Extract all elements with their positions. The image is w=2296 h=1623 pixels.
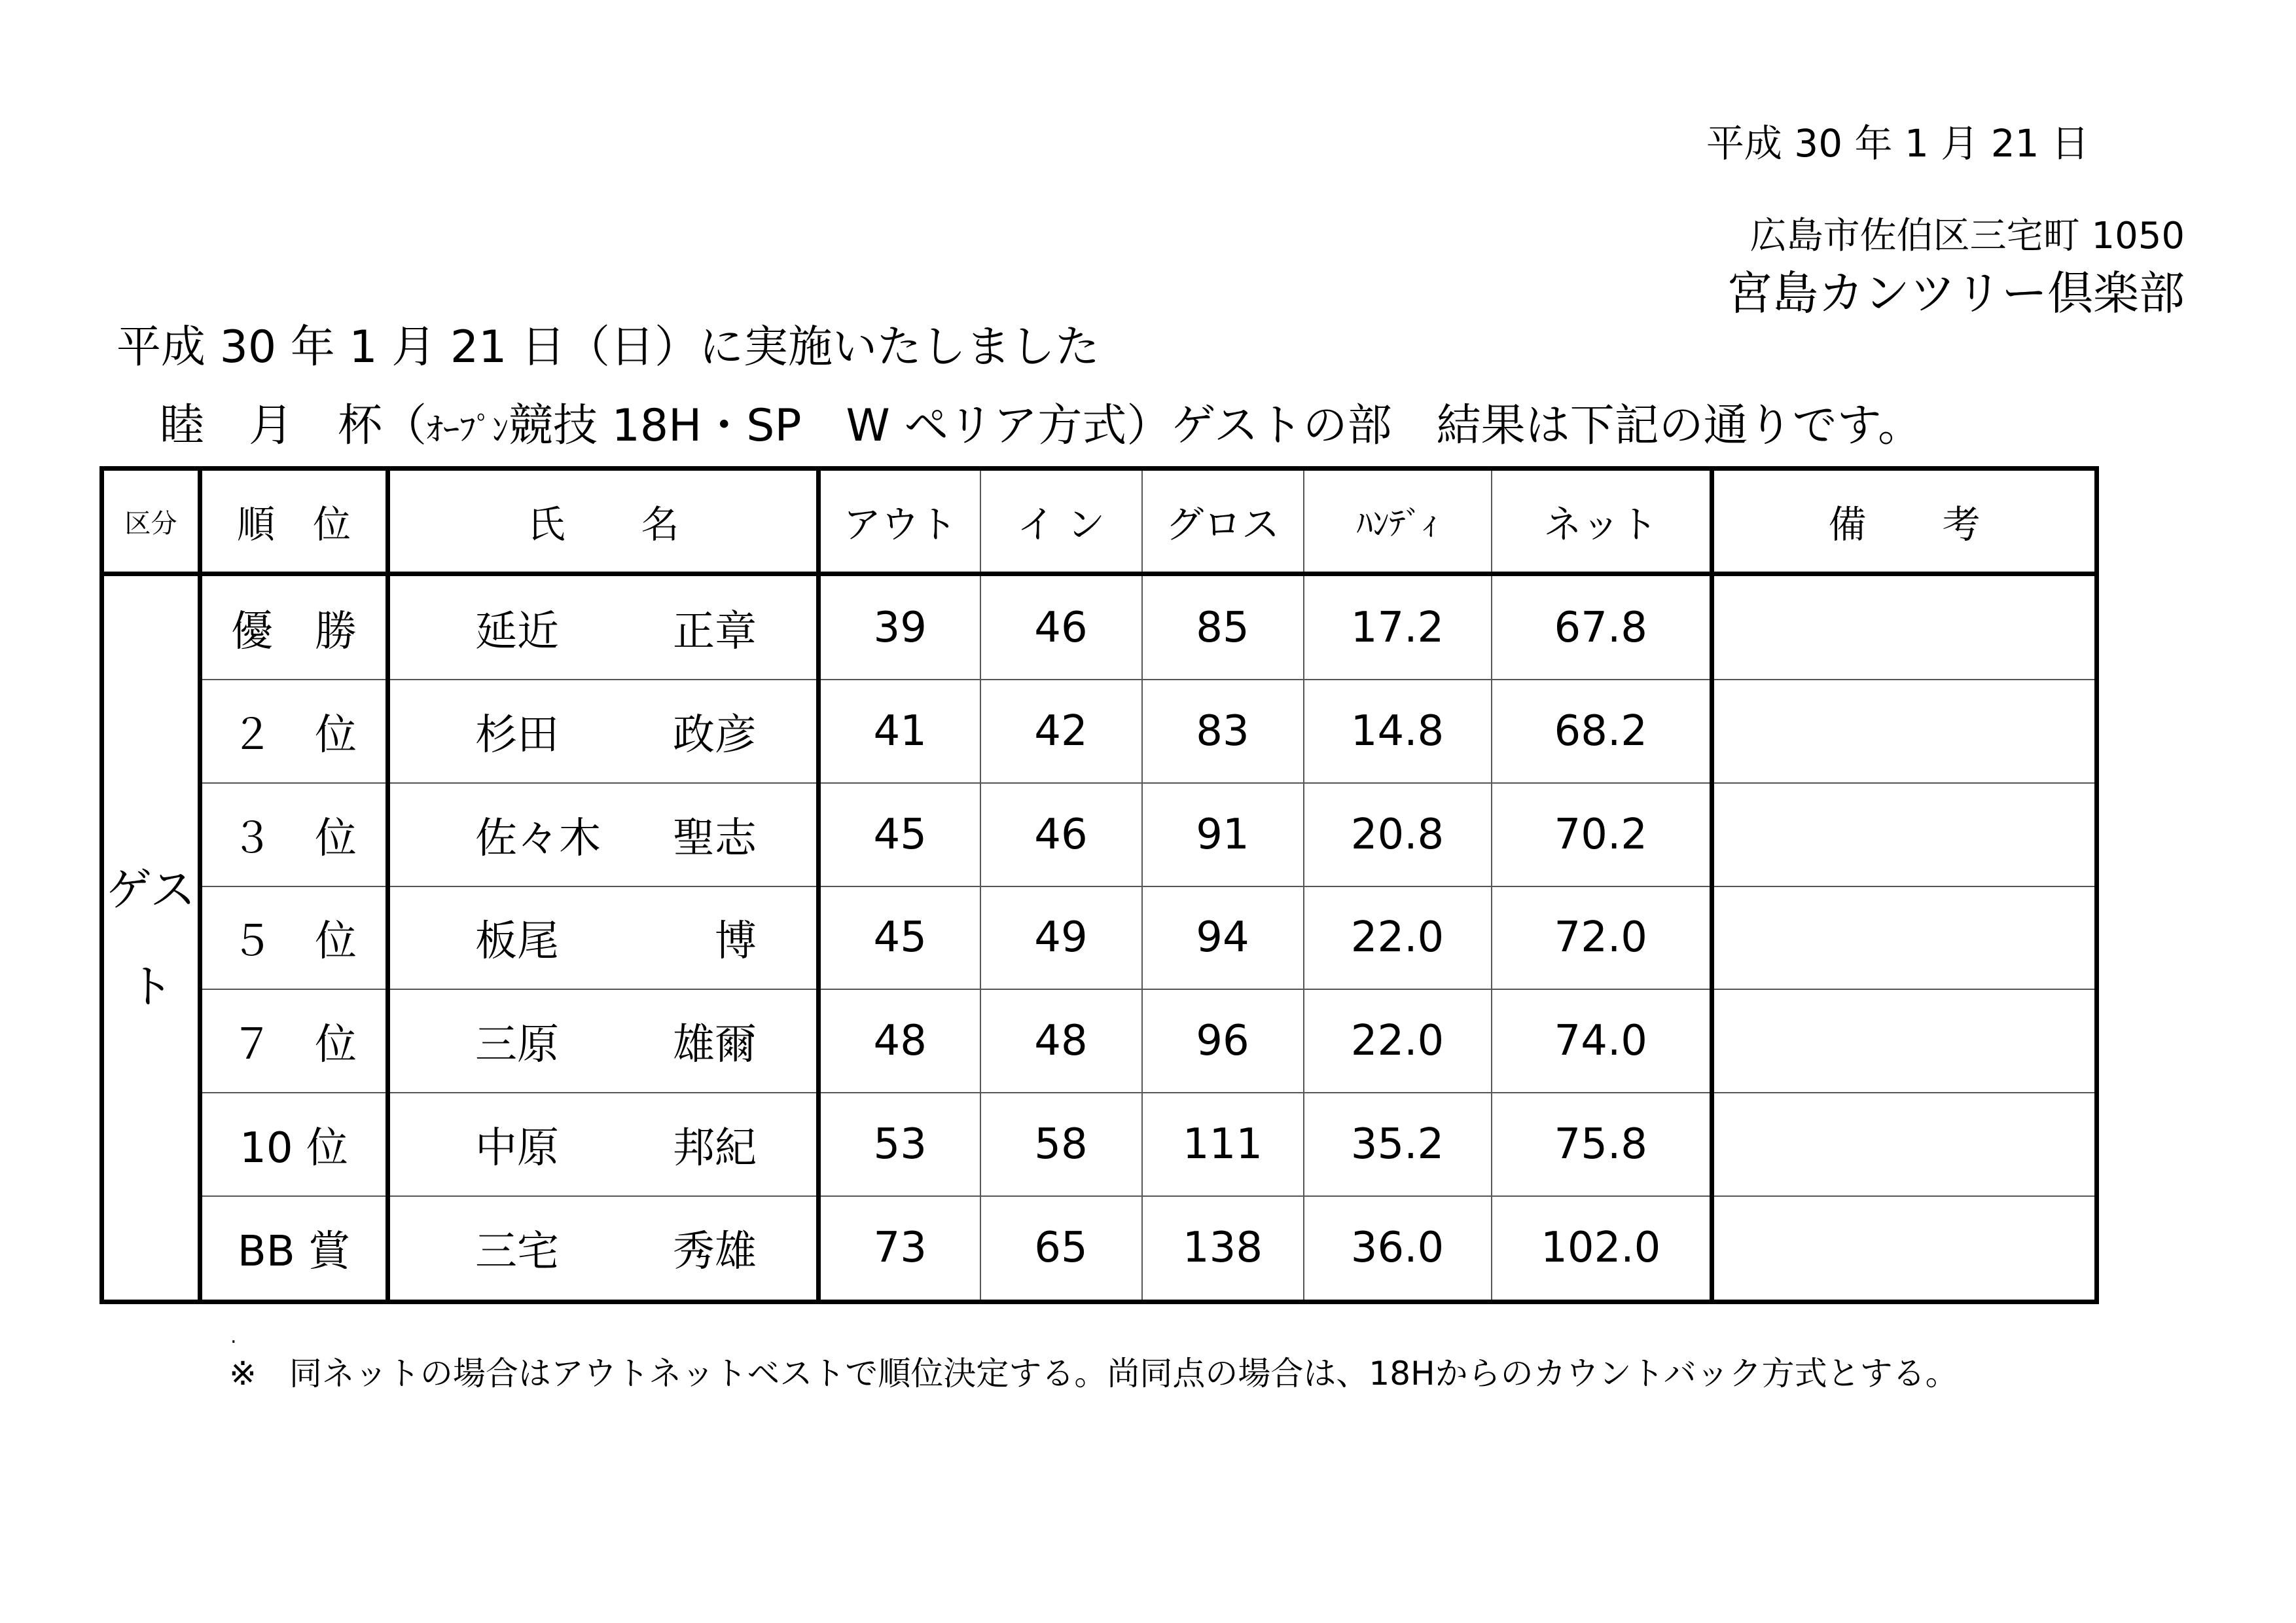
in-cell: 49 <box>980 886 1142 990</box>
header-row <box>102 469 2097 574</box>
in-cell: 65 <box>980 1196 1142 1302</box>
name-cell <box>388 1093 819 1196</box>
player-surname: 佐々木 <box>475 814 601 863</box>
name-cell <box>388 989 819 1093</box>
out-cell: 53 <box>819 1093 980 1196</box>
rank-cell: ２ 位 <box>200 680 388 783</box>
intro-line-2 <box>160 390 1922 454</box>
handicap-cell: 22.0 <box>1304 989 1492 1093</box>
name-cell <box>388 680 819 783</box>
rank-cell: ７ 位 <box>200 989 388 1093</box>
handicap-cell: 36.0 <box>1304 1196 1492 1302</box>
gross-cell: 138 <box>1142 1196 1304 1302</box>
gross-cell: 111 <box>1142 1093 1304 1196</box>
gross-cell: 91 <box>1142 783 1304 886</box>
intro-line-1: 平成 30 年 1 月 21 日（日）に実施いたしました <box>117 321 1100 373</box>
player-surname: 杉田 <box>475 711 559 760</box>
stray-dot: . <box>230 1325 237 1348</box>
name-cell <box>388 1196 819 1302</box>
name-cell <box>388 886 819 990</box>
open-label: ｵｰﾌﾟﾝ <box>427 410 509 448</box>
net-cell: 68.2 <box>1492 680 1712 783</box>
rank-cell: BB 賞 <box>200 1196 388 1302</box>
player-surname: 中原 <box>475 1123 559 1173</box>
out-cell: 41 <box>819 680 980 783</box>
header-in: イ ン <box>980 469 1142 574</box>
rank-cell: 10 位 <box>200 1093 388 1196</box>
remarks-cell <box>1712 1093 2097 1196</box>
remarks-cell <box>1712 1196 2097 1302</box>
remarks-cell <box>1712 574 2097 680</box>
remarks-cell <box>1712 989 2097 1093</box>
header-name: 氏 名 <box>388 469 819 574</box>
in-cell: 46 <box>980 574 1142 680</box>
division-guest: ゲスト <box>102 574 200 1302</box>
gross-cell: 83 <box>1142 680 1304 783</box>
club-name: 宮島カンツリー倶楽部 <box>1727 266 2185 320</box>
gross-cell: 96 <box>1142 989 1304 1093</box>
handicap-cell: 20.8 <box>1304 783 1492 886</box>
table-row <box>102 1196 2097 1302</box>
gross-cell: 94 <box>1142 886 1304 990</box>
net-cell: 72.0 <box>1492 886 1712 990</box>
player-given-name: 雄爾 <box>673 1021 757 1070</box>
player-surname: 三原 <box>475 1021 559 1070</box>
player-given-name: 政彦 <box>673 711 757 760</box>
in-cell: 42 <box>980 680 1142 783</box>
net-cell: 102.0 <box>1492 1196 1712 1302</box>
header-handicap: ﾊﾝﾃﾞｨ <box>1304 469 1492 574</box>
net-cell: 70.2 <box>1492 783 1712 886</box>
out-cell: 45 <box>819 783 980 886</box>
header-net: ネット <box>1492 469 1712 574</box>
table-row <box>102 680 2097 783</box>
player-surname: 板尾 <box>475 917 559 966</box>
club-address: 広島市佐伯区三宅町 1050 <box>1749 215 2185 257</box>
table-row <box>102 1093 2097 1196</box>
remarks-cell <box>1712 783 2097 886</box>
table-row <box>102 783 2097 886</box>
player-given-name: 邦紀 <box>673 1123 757 1173</box>
out-cell: 45 <box>819 886 980 990</box>
gross-cell: 85 <box>1142 574 1304 680</box>
player-surname: 三宅 <box>475 1228 559 1277</box>
rank-cell: ３ 位 <box>200 783 388 886</box>
results-table <box>99 466 2099 1304</box>
in-cell: 48 <box>980 989 1142 1093</box>
rank-cell: 優 勝 <box>200 574 388 680</box>
header-rank: 順 位 <box>200 469 388 574</box>
rank-cell: ５ 位 <box>200 886 388 990</box>
header-out: アウト <box>819 469 980 574</box>
handicap-cell: 35.2 <box>1304 1093 1492 1196</box>
name-cell <box>388 783 819 886</box>
out-cell: 39 <box>819 574 980 680</box>
player-surname: 延近 <box>475 607 559 656</box>
header-division: 区分 <box>102 469 200 574</box>
out-cell: 48 <box>819 989 980 1093</box>
footnote: ※ 同ネットの場合はアウトネットベストで順位決定する。尚同点の場合は、18Hからのカウントバック方式とする。 <box>229 1355 1958 1393</box>
header-remarks: 備 考 <box>1712 469 2097 574</box>
net-cell: 67.8 <box>1492 574 1712 680</box>
in-cell: 46 <box>980 783 1142 886</box>
handicap-cell: 14.8 <box>1304 680 1492 783</box>
handicap-cell: 17.2 <box>1304 574 1492 680</box>
net-cell: 75.8 <box>1492 1093 1712 1196</box>
out-cell: 73 <box>819 1196 980 1302</box>
remarks-cell <box>1712 886 2097 990</box>
table-row <box>102 574 2097 680</box>
table-row <box>102 886 2097 990</box>
handicap-cell: 22.0 <box>1304 886 1492 990</box>
remarks-cell <box>1712 680 2097 783</box>
header-gross: グロス <box>1142 469 1304 574</box>
net-cell: 74.0 <box>1492 989 1712 1093</box>
player-given-name: 博 <box>715 917 757 966</box>
in-cell: 58 <box>980 1093 1142 1196</box>
player-given-name: 正章 <box>673 607 757 656</box>
document-date: 平成 30 年 1 月 21 日 <box>1706 121 2089 166</box>
name-cell <box>388 574 819 680</box>
player-given-name: 秀雄 <box>673 1228 757 1277</box>
tournament-title: 睦 月 杯（ <box>160 400 427 452</box>
player-given-name: 聖志 <box>673 814 757 863</box>
table-row <box>102 989 2097 1093</box>
tournament-description: 競技 18H・SP W ペリア方式）ゲストの部 結果は下記の通りです。 <box>509 400 1923 452</box>
